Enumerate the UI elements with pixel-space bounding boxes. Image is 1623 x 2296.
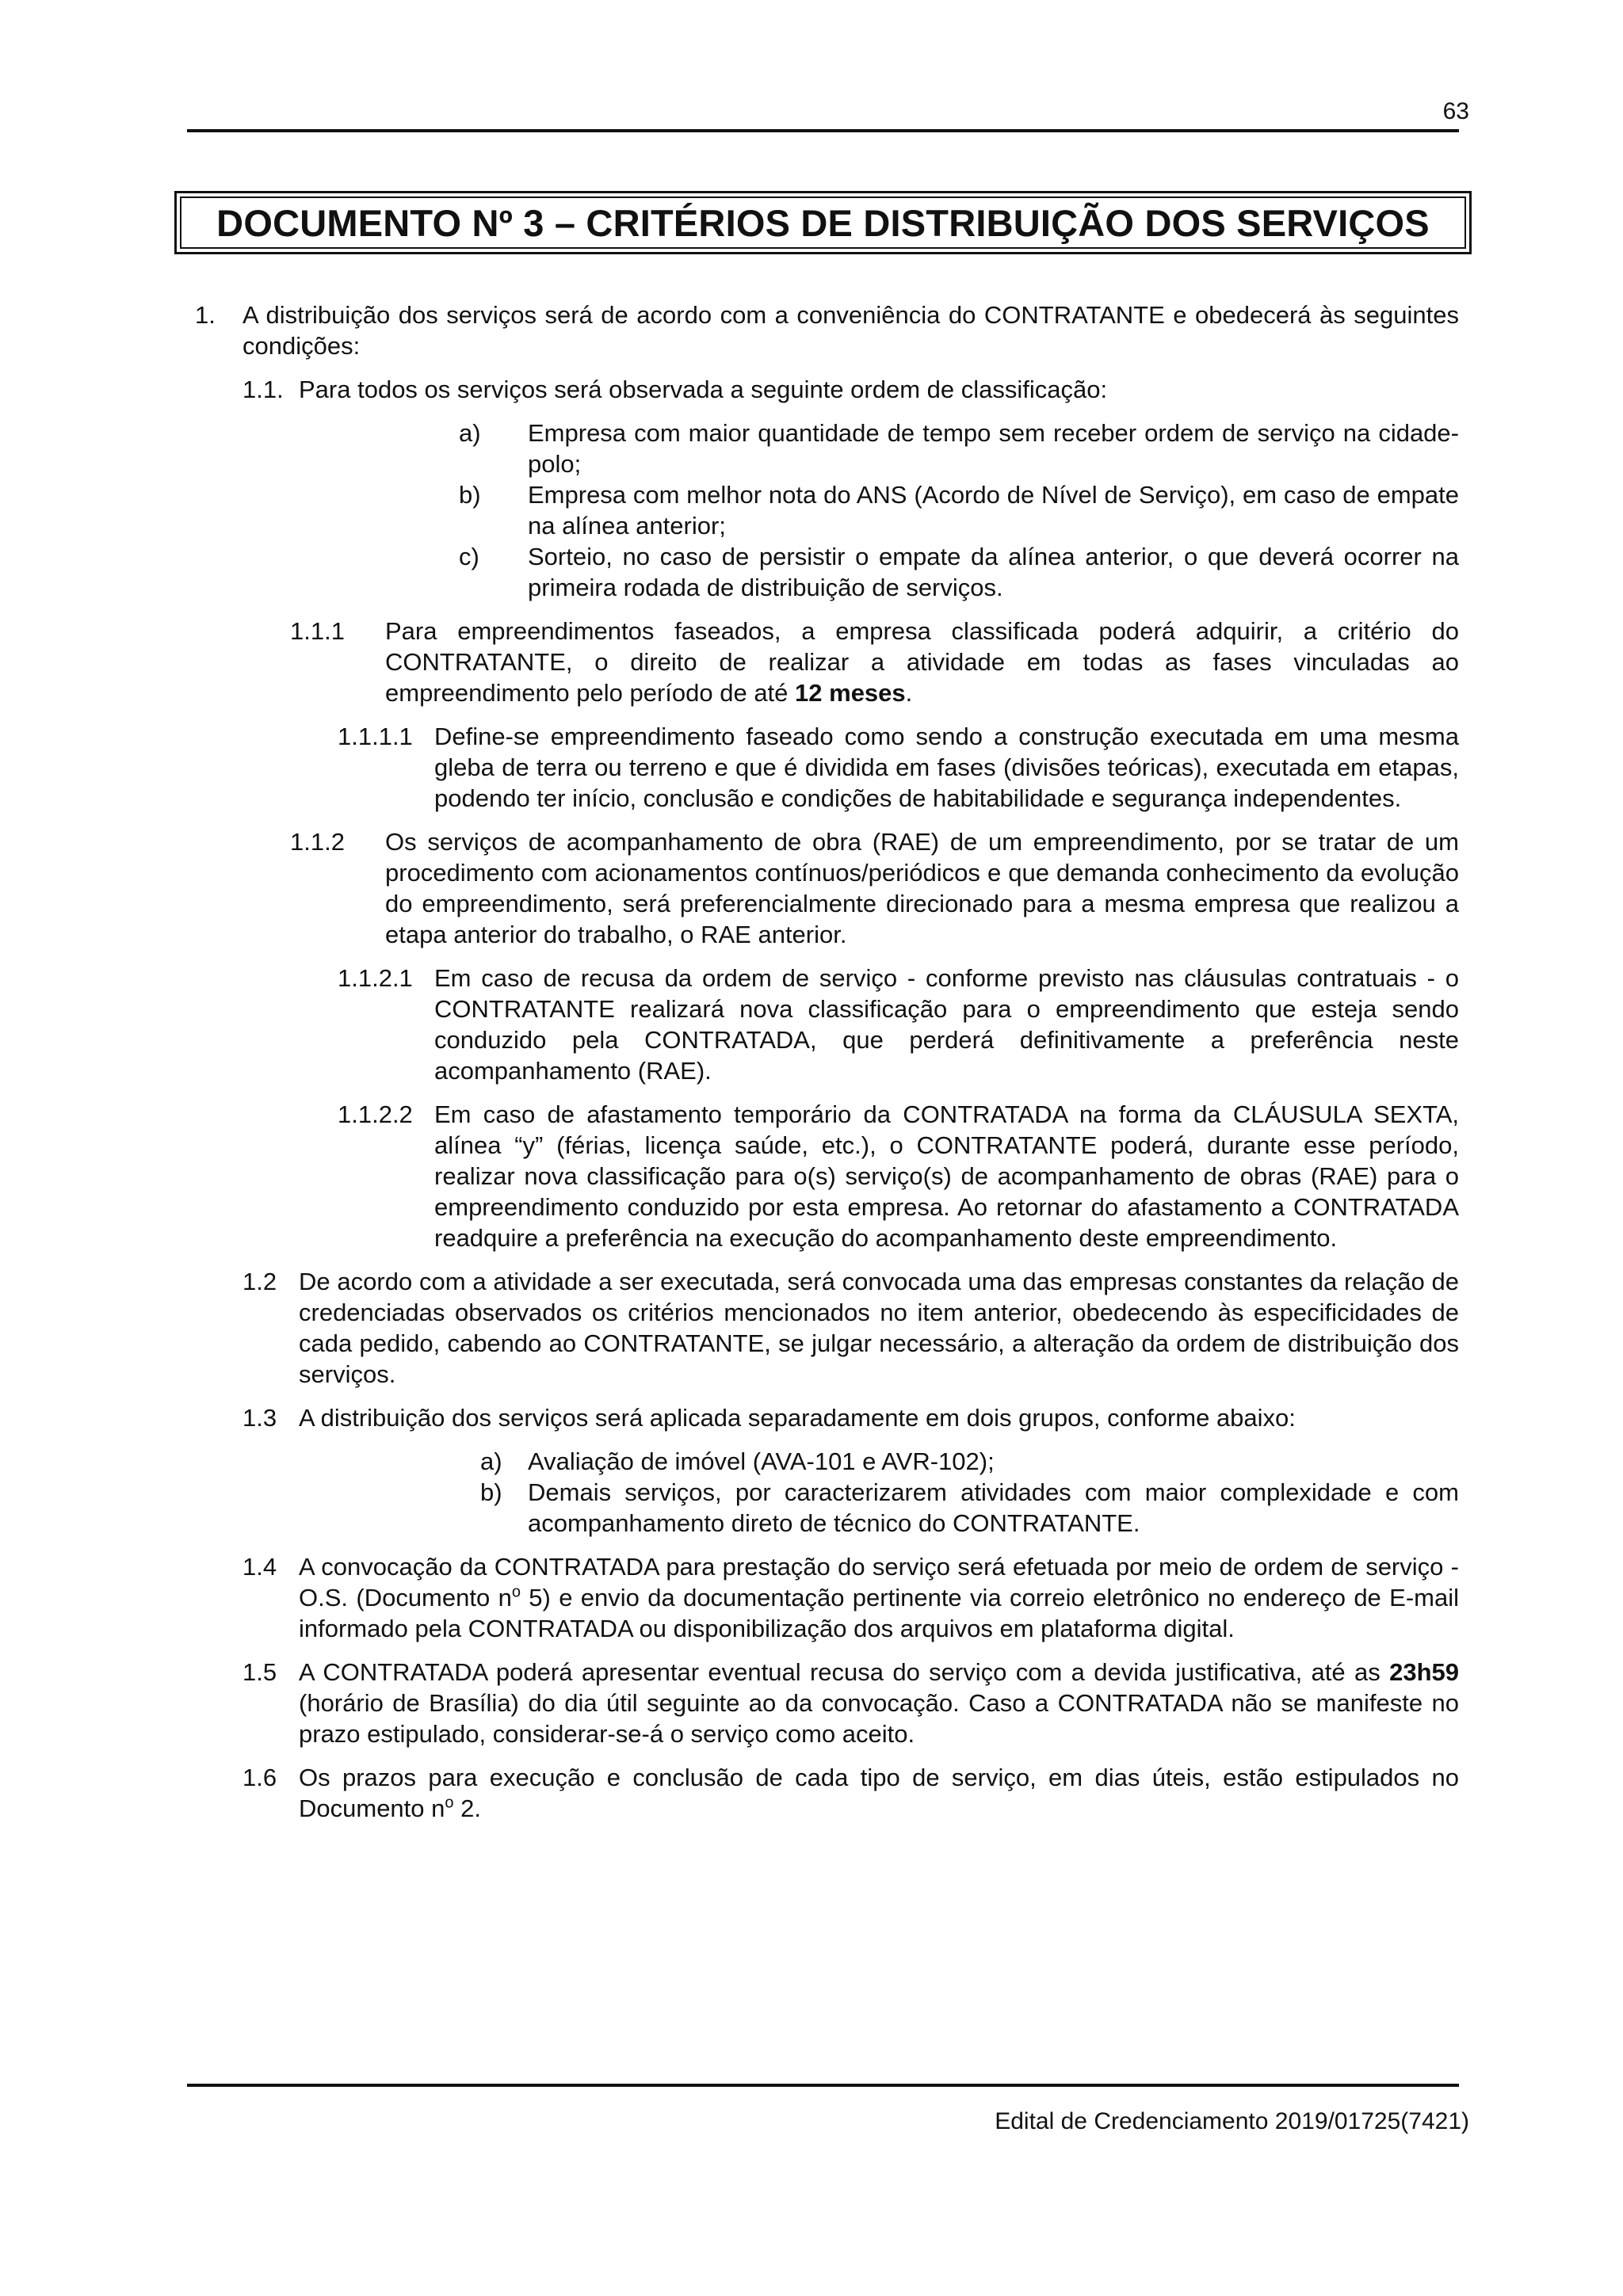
list-text: Avaliação de imóvel (AVA-101 e AVR-102); (528, 1447, 995, 1475)
item-number: 1.1.2.2 (338, 1100, 413, 1128)
item-number: 1.1.2.1 (338, 964, 413, 992)
item-1-3 (187, 1402, 1459, 1433)
item-text: Define-se empreendimento faseado como sendo a construção executada em uma mesma gleba de terra ou terreno e que é dividida em fases (divisões teóricas), executada em etapas, podendo ter início, conclusão e condições de habitabilidade e segurança independentes. (434, 723, 1459, 812)
item-text-part: (horário de Brasília) do dia útil seguinte ao da convocação. Caso a CONTRATADA não se manifeste no prazo estipulado, considerar-se-á o serviço como aceito. (299, 1689, 1459, 1748)
item-1-1-2 (187, 826, 1459, 950)
item-number: 1.3 (242, 1404, 277, 1432)
item-text-part: Os prazos para execução e conclusão de cada tipo de serviço, em dias úteis, estão estipulados no Documento n (299, 1764, 1459, 1822)
bold-term: 23h59 (1389, 1658, 1459, 1686)
list-text: Sorteio, no caso de persistir o empate da alínea anterior, o que deverá ocorrer na primeira rodada de distribuição de serviços. (528, 543, 1459, 601)
bold-term: 12 meses (795, 679, 906, 707)
item-number: 1.1.1.1 (338, 723, 413, 750)
item-1-1-2-2 (187, 1099, 1459, 1253)
service-groups-list (187, 1446, 1459, 1539)
list-label: c) (459, 543, 479, 570)
item-number: 1. (195, 301, 216, 329)
list-label: b) (480, 1478, 502, 1506)
item-text-part: 2. (453, 1794, 481, 1822)
list-label: a) (459, 419, 481, 447)
item-text (299, 1762, 1459, 1824)
document-title: DOCUMENTO Nº 3 – CRITÉRIOS DE DISTRIBUIÇÃO DOS SERVIÇOS (180, 196, 1466, 249)
item-text-part: Para empreendimentos faseados, a empresa classificada poderá adquirir, a critério do CONTRATANTE, o direito de realizar a atividade em todas as fases vinculadas ao empreendimento pelo período de até (385, 617, 1459, 707)
page-number: 63 (1442, 98, 1469, 124)
item-1-1-1 (187, 616, 1459, 708)
list-label: a) (480, 1447, 502, 1475)
item-number: 1.5 (242, 1658, 277, 1686)
item-number: 1.6 (242, 1764, 277, 1791)
item-number: 1.2 (242, 1268, 277, 1295)
list-item (187, 1477, 1459, 1539)
list-text: Empresa com melhor nota do ANS (Acordo de Nível de Serviço), em caso de empate na alínea anterior; (528, 481, 1459, 540)
superscript: o (445, 1794, 454, 1812)
item-1-6 (187, 1762, 1459, 1824)
item-text: A distribuição dos serviços será aplicada separadamente em dois grupos, conforme abaixo: (299, 1404, 1296, 1432)
item-1-4 (187, 1551, 1459, 1644)
item-text (299, 1551, 1459, 1644)
superscript: o (511, 1583, 521, 1601)
list-label: b) (459, 481, 481, 509)
item-1-2 (187, 1266, 1459, 1390)
footer-rule (187, 2084, 1459, 2087)
header-rule (187, 129, 1459, 132)
item-number: 1.1.1 (290, 617, 345, 645)
item-text: A distribuição dos serviços será de acordo com a conveniência do CONTRATANTE e obedecerá às seguintes condições: (242, 301, 1459, 360)
item-text: Os serviços de acompanhamento de obra (RAE) de um empreendimento, por se tratar de um procedimento com acionamentos contínuos/periódicos e que demanda conhecimento da evolução do empreendimento, será preferencialmente direcionado para a mesma empresa que realizou a etapa anterior do trabalho, o RAE anterior. (385, 828, 1459, 948)
list-item (187, 479, 1459, 541)
item-number: 1.4 (242, 1553, 277, 1581)
item-text-part: A CONTRATADA poderá apresentar eventual recusa do serviço com a devida justificativa, até as (299, 1658, 1390, 1686)
list-item (187, 1446, 1459, 1477)
item-text (385, 616, 1459, 708)
title-box (174, 191, 1472, 254)
item-number: 1.1.2 (290, 828, 345, 856)
item-text-part: 5) e envio da documentação pertinente via correio eletrônico no endereço de E-mail informado pela CONTRATADA ou disponibilização dos arquivos em plataforma digital. (299, 1584, 1459, 1642)
list-item (187, 541, 1459, 603)
list-text: Demais serviços, por caracterizarem atividades com maior complexidade e com acompanhamento direto de técnico do CONTRATANTE. (528, 1478, 1459, 1537)
item-1-1-2-1 (187, 963, 1459, 1086)
classification-order-list (187, 418, 1459, 603)
item-text: De acordo com a atividade a ser executada, será convocada uma das empresas constantes da relação de credenciadas observados os critérios mencionados no item anterior, obedecendo às especificidades de cada pedido, cabendo ao CONTRATANTE, se julgar necessário, a alteração da ordem de distribuição dos serviços. (299, 1268, 1459, 1388)
item-text: Para todos os serviços será observada a seguinte ordem de classificação: (299, 376, 1108, 403)
item-1-5 (187, 1657, 1459, 1749)
footer-text: Edital de Credenciamento 2019/01725(7421) (995, 2108, 1469, 2134)
item-text-part: A convocação da CONTRATADA para prestação do serviço será efetuada por meio de ordem de serviço - O.S. (Documento n (299, 1553, 1459, 1611)
document-body (187, 299, 1459, 1836)
item-text (299, 1657, 1459, 1749)
item-1 (187, 299, 1459, 361)
item-1-1-1-1 (187, 721, 1459, 814)
item-text: Em caso de recusa da ordem de serviço - conforme previsto nas cláusulas contratuais - o CONTRATANTE realizará nova classificação para o empreendimento que esteja sendo conduzido pela CONTRATADA, que perderá definitivamente a preferência neste acompanhamento (RAE). (434, 964, 1459, 1085)
item-number: 1.1. (242, 376, 284, 403)
item-text-part: . (905, 679, 913, 707)
list-item (187, 418, 1459, 479)
list-text: Empresa com maior quantidade de tempo sem receber ordem de serviço na cidade-polo; (528, 419, 1459, 478)
item-text: Em caso de afastamento temporário da CONTRATADA na forma da CLÁUSULA SEXTA, alínea “y” (férias, licença saúde, etc.), o CONTRATANTE poderá, durante esse período, realizar nova classificação para o(s) serviço(s) de acompanhamento de obras (RAE) para o empreendimento conduzido por esta empresa. Ao retornar do afastamento a CONTRATADA readquire a preferência na execução do acompanhamento deste empreendimento. (434, 1100, 1459, 1252)
item-1-1 (187, 374, 1459, 405)
